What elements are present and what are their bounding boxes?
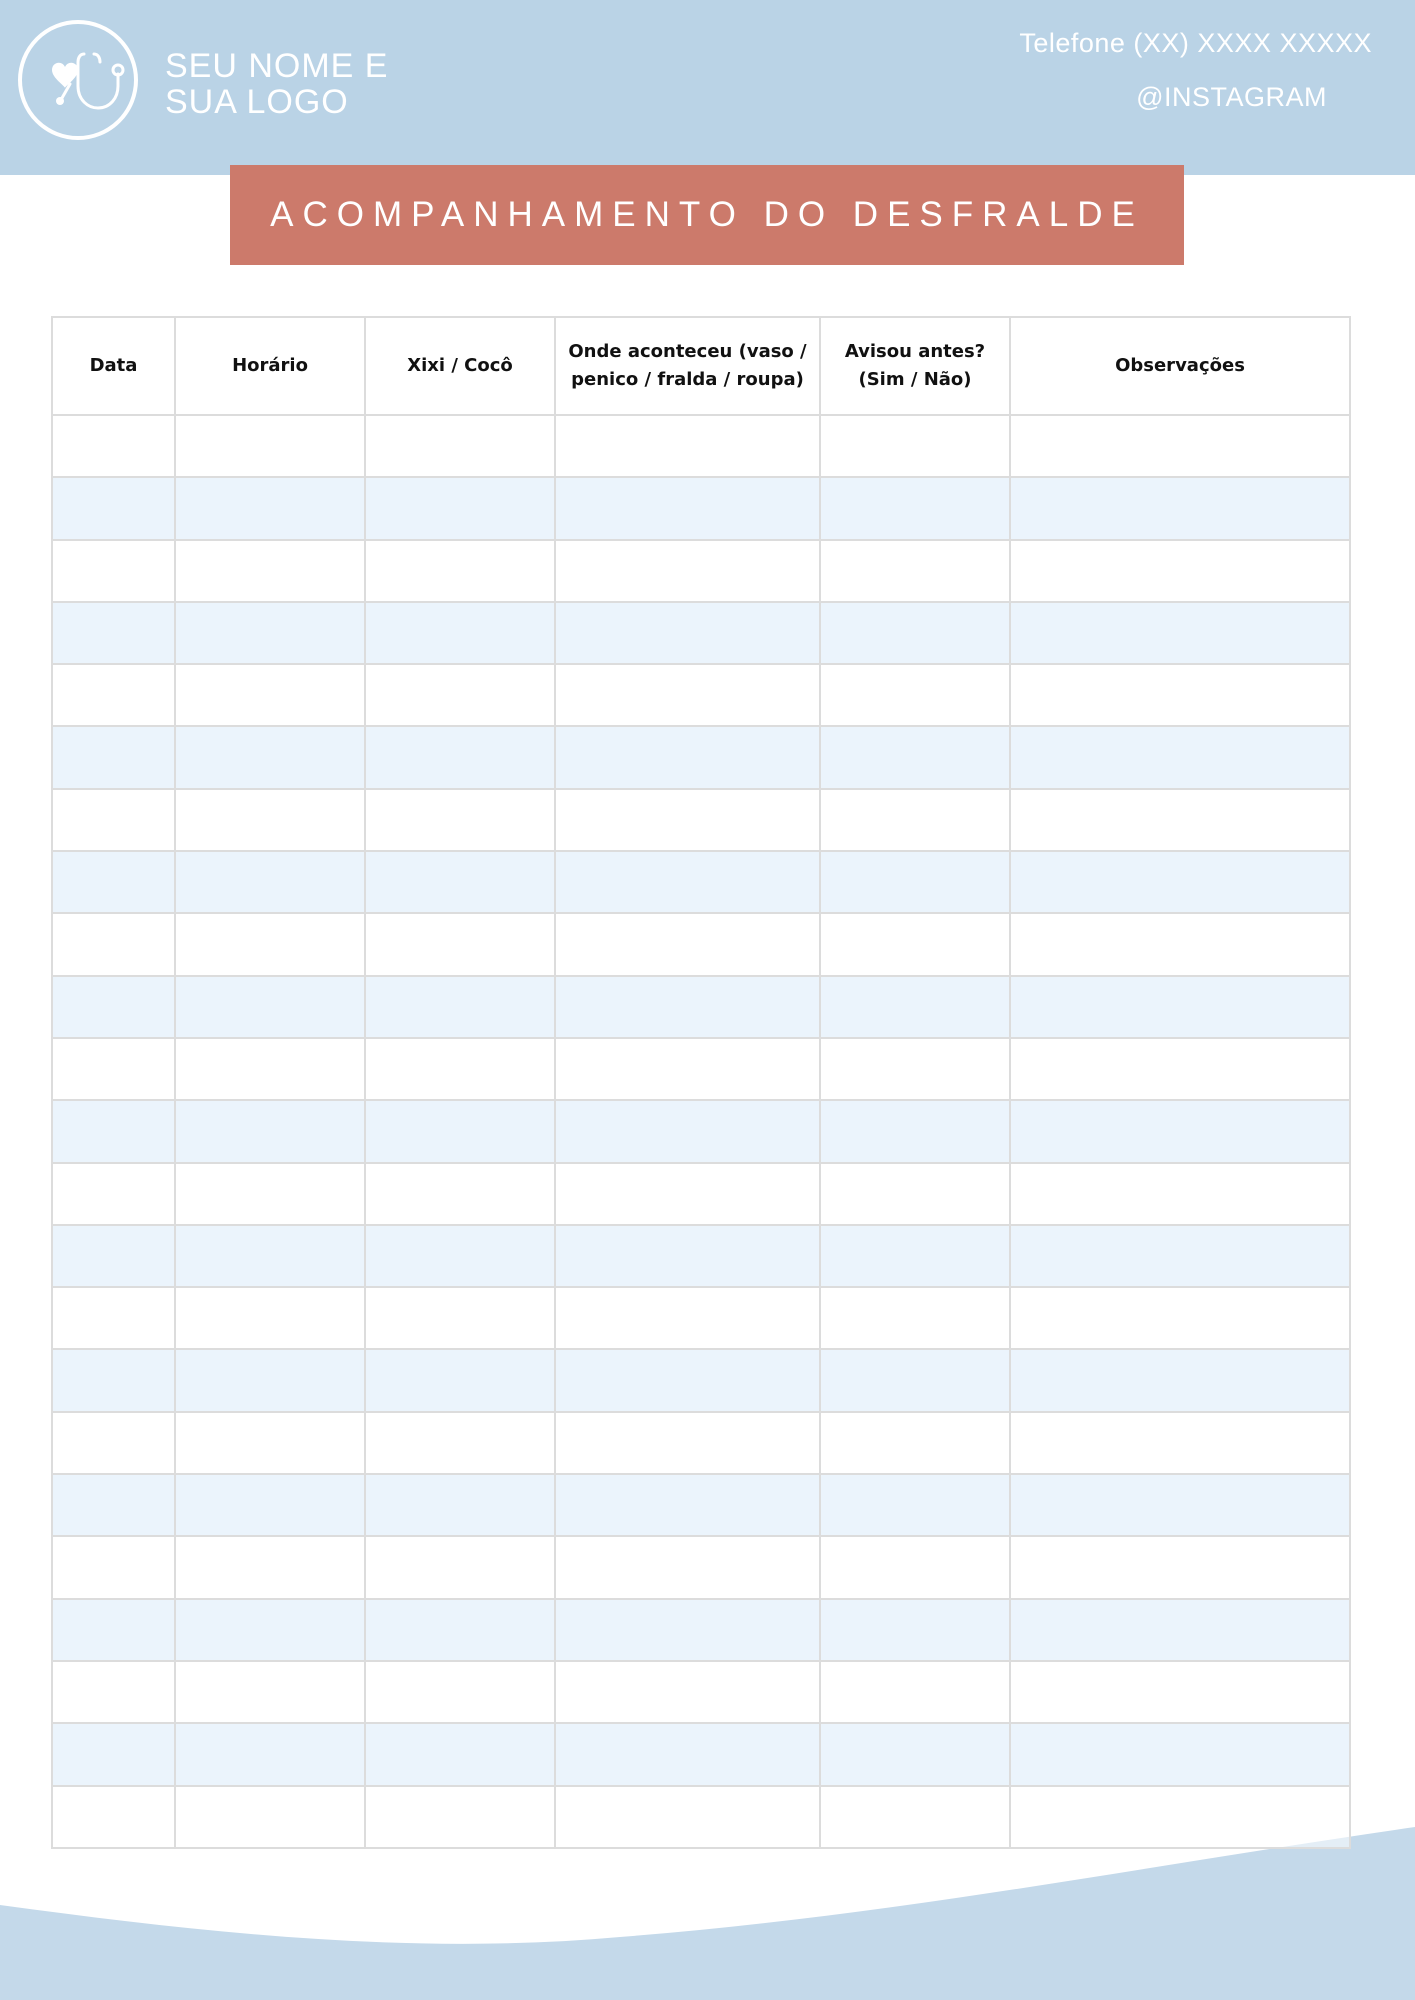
- table-row: [52, 1287, 1350, 1349]
- table-cell[interactable]: [1010, 726, 1350, 788]
- table-cell[interactable]: [365, 602, 555, 664]
- table-cell[interactable]: [52, 1163, 175, 1225]
- table-cell[interactable]: [365, 1038, 555, 1100]
- table-cell[interactable]: [555, 415, 820, 477]
- table-cell[interactable]: [820, 1225, 1010, 1287]
- table-cell[interactable]: [820, 540, 1010, 602]
- table-cell[interactable]: [175, 1100, 365, 1162]
- table-cell[interactable]: [555, 726, 820, 788]
- table-cell[interactable]: [1010, 602, 1350, 664]
- table-cell[interactable]: [175, 1287, 365, 1349]
- table-cell[interactable]: [820, 1412, 1010, 1474]
- table-cell[interactable]: [365, 1287, 555, 1349]
- table-cell[interactable]: [52, 789, 175, 851]
- column-header-location: Onde aconteceu (vaso / penico / fralda / roupa): [555, 317, 820, 415]
- table-row: [52, 1163, 1350, 1225]
- table-cell[interactable]: [1010, 1661, 1350, 1723]
- table-cell[interactable]: [175, 540, 365, 602]
- table-cell[interactable]: [820, 1038, 1010, 1100]
- table-row: [52, 415, 1350, 477]
- phone-number: Telefone (XX) XXXX XXXXX: [1019, 28, 1372, 58]
- instagram-handle: @INSTAGRAM: [1136, 82, 1327, 112]
- table-cell[interactable]: [820, 1786, 1010, 1848]
- table-cell[interactable]: [1010, 1287, 1350, 1349]
- table-cell[interactable]: [365, 1225, 555, 1287]
- column-header-warned: Avisou antes? (Sim / Não): [820, 317, 1010, 415]
- table-cell[interactable]: [555, 1225, 820, 1287]
- brand-line-2: SUA LOGO: [165, 83, 349, 121]
- column-header-date: Data: [52, 317, 175, 415]
- table-cell[interactable]: [52, 851, 175, 913]
- table-cell[interactable]: [365, 540, 555, 602]
- table-cell[interactable]: [820, 1100, 1010, 1162]
- table-cell[interactable]: [365, 1536, 555, 1598]
- table-cell[interactable]: [555, 1163, 820, 1225]
- brand-name: [165, 48, 465, 120]
- title-banner: [230, 165, 1184, 265]
- table-row: [52, 1225, 1350, 1287]
- table-cell[interactable]: [1010, 1412, 1350, 1474]
- table-cell[interactable]: [175, 602, 365, 664]
- table-cell[interactable]: [175, 976, 365, 1038]
- table-cell[interactable]: [365, 1599, 555, 1661]
- table-cell[interactable]: [365, 726, 555, 788]
- table-body: [52, 415, 1350, 1848]
- table-cell[interactable]: [555, 976, 820, 1038]
- table-cell[interactable]: [175, 1723, 365, 1785]
- table-cell[interactable]: [555, 851, 820, 913]
- table-cell[interactable]: [365, 913, 555, 975]
- table-row: [52, 851, 1350, 913]
- table-cell[interactable]: [820, 415, 1010, 477]
- table-cell[interactable]: [365, 1474, 555, 1536]
- table-row: [52, 1412, 1350, 1474]
- table-cell[interactable]: [175, 789, 365, 851]
- table-cell[interactable]: [820, 851, 1010, 913]
- table-cell[interactable]: [365, 415, 555, 477]
- table-row: [52, 1100, 1350, 1162]
- table-cell[interactable]: [1010, 1599, 1350, 1661]
- table-cell[interactable]: [1010, 913, 1350, 975]
- table-cell[interactable]: [1010, 1038, 1350, 1100]
- table-cell[interactable]: [555, 1786, 820, 1848]
- table-cell[interactable]: [820, 664, 1010, 726]
- table-header-row: [52, 317, 1350, 415]
- table-cell[interactable]: [820, 602, 1010, 664]
- table-cell[interactable]: [52, 1723, 175, 1785]
- table-cell[interactable]: [52, 1599, 175, 1661]
- table-cell[interactable]: [555, 1723, 820, 1785]
- table-cell[interactable]: [175, 1163, 365, 1225]
- table-cell[interactable]: [555, 789, 820, 851]
- table-cell[interactable]: [52, 602, 175, 664]
- table-cell[interactable]: [175, 726, 365, 788]
- column-header-type: Xixi / Cocô: [365, 317, 555, 415]
- table-cell[interactable]: [1010, 1349, 1350, 1411]
- table-cell[interactable]: [555, 1349, 820, 1411]
- table-cell[interactable]: [1010, 976, 1350, 1038]
- table-cell[interactable]: [52, 976, 175, 1038]
- table-cell[interactable]: [175, 1038, 365, 1100]
- page-title: ACOMPANHAMENTO DO DESFRALDE: [270, 195, 1144, 234]
- table-cell[interactable]: [1010, 789, 1350, 851]
- table-cell[interactable]: [175, 1225, 365, 1287]
- table-row: [52, 477, 1350, 539]
- table-cell[interactable]: [555, 1661, 820, 1723]
- table-cell[interactable]: [820, 1474, 1010, 1536]
- logo: [18, 20, 138, 140]
- table-cell[interactable]: [365, 1412, 555, 1474]
- table-cell[interactable]: [555, 1412, 820, 1474]
- potty-training-table: [51, 316, 1351, 1849]
- table-cell[interactable]: [52, 1474, 175, 1536]
- table-cell[interactable]: [365, 1349, 555, 1411]
- table-cell[interactable]: [555, 664, 820, 726]
- table-cell[interactable]: [365, 976, 555, 1038]
- table-cell[interactable]: [52, 1536, 175, 1598]
- table-cell[interactable]: [175, 664, 365, 726]
- table-cell[interactable]: [555, 1100, 820, 1162]
- table-cell[interactable]: [52, 1412, 175, 1474]
- table-row: [52, 1599, 1350, 1661]
- table-cell[interactable]: [52, 664, 175, 726]
- brand-line-1: SEU NOME E: [165, 47, 389, 85]
- table-cell[interactable]: [175, 1474, 365, 1536]
- table-cell[interactable]: [365, 1723, 555, 1785]
- stethoscope-heart-icon: [22, 24, 134, 136]
- table-cell[interactable]: [365, 1786, 555, 1848]
- table-cell[interactable]: [175, 1599, 365, 1661]
- table-cell[interactable]: [52, 415, 175, 477]
- table-cell[interactable]: [820, 1349, 1010, 1411]
- table-cell[interactable]: [1010, 540, 1350, 602]
- table-cell[interactable]: [820, 789, 1010, 851]
- table-cell[interactable]: [52, 1661, 175, 1723]
- table-cell[interactable]: [820, 1536, 1010, 1598]
- table-row: [52, 913, 1350, 975]
- table-row: [52, 664, 1350, 726]
- column-header-notes: Observações: [1010, 317, 1350, 415]
- table-cell[interactable]: [555, 477, 820, 539]
- table-cell[interactable]: [365, 664, 555, 726]
- table-cell[interactable]: [52, 726, 175, 788]
- table-cell[interactable]: [365, 1100, 555, 1162]
- table-cell[interactable]: [555, 1038, 820, 1100]
- table-cell[interactable]: [820, 1599, 1010, 1661]
- table-cell[interactable]: [820, 913, 1010, 975]
- header-band: [0, 0, 1415, 175]
- table-cell[interactable]: [175, 1661, 365, 1723]
- table-cell[interactable]: [555, 1474, 820, 1536]
- table-cell[interactable]: [365, 851, 555, 913]
- table-cell[interactable]: [52, 1038, 175, 1100]
- table-cell[interactable]: [1010, 664, 1350, 726]
- table-cell[interactable]: [52, 1287, 175, 1349]
- table-cell[interactable]: [52, 477, 175, 539]
- table-cell[interactable]: [175, 913, 365, 975]
- table-cell[interactable]: [175, 1536, 365, 1598]
- table-row: [52, 1723, 1350, 1785]
- table-cell[interactable]: [1010, 1723, 1350, 1785]
- table-cell[interactable]: [365, 1163, 555, 1225]
- table-row: [52, 726, 1350, 788]
- table-cell[interactable]: [175, 1786, 365, 1848]
- table-cell[interactable]: [555, 913, 820, 975]
- table-cell[interactable]: [820, 1163, 1010, 1225]
- table-row: [52, 976, 1350, 1038]
- table-row: [52, 1038, 1350, 1100]
- table-cell[interactable]: [1010, 851, 1350, 913]
- table-cell[interactable]: [555, 1599, 820, 1661]
- table-cell[interactable]: [175, 477, 365, 539]
- table-cell[interactable]: [555, 540, 820, 602]
- table-cell[interactable]: [1010, 1474, 1350, 1536]
- table-cell[interactable]: [1010, 1100, 1350, 1162]
- table-cell[interactable]: [175, 851, 365, 913]
- table-cell[interactable]: [555, 1536, 820, 1598]
- table-cell[interactable]: [1010, 1225, 1350, 1287]
- table-row: [52, 1786, 1350, 1848]
- table-cell[interactable]: [52, 540, 175, 602]
- table-cell[interactable]: [365, 789, 555, 851]
- table-cell[interactable]: [175, 1349, 365, 1411]
- table-cell[interactable]: [820, 1661, 1010, 1723]
- table-cell[interactable]: [52, 1225, 175, 1287]
- table-cell[interactable]: [820, 726, 1010, 788]
- table-cell[interactable]: [175, 415, 365, 477]
- table-cell[interactable]: [555, 1287, 820, 1349]
- table-row: [52, 1536, 1350, 1598]
- table-cell[interactable]: [365, 477, 555, 539]
- table-row: [52, 1474, 1350, 1536]
- table-cell[interactable]: [175, 1412, 365, 1474]
- table-cell[interactable]: [820, 477, 1010, 539]
- table-cell[interactable]: [52, 1100, 175, 1162]
- table-cell[interactable]: [820, 976, 1010, 1038]
- table-cell[interactable]: [555, 602, 820, 664]
- table-cell[interactable]: [1010, 1536, 1350, 1598]
- table-cell[interactable]: [365, 1661, 555, 1723]
- table-row: [52, 540, 1350, 602]
- table-cell[interactable]: [52, 1786, 175, 1848]
- table-row: [52, 1349, 1350, 1411]
- table-row: [52, 602, 1350, 664]
- table-cell[interactable]: [1010, 477, 1350, 539]
- table-cell[interactable]: [52, 1349, 175, 1411]
- table-cell[interactable]: [1010, 1163, 1350, 1225]
- table-cell[interactable]: [1010, 1786, 1350, 1848]
- table-row: [52, 1661, 1350, 1723]
- table-cell[interactable]: [820, 1723, 1010, 1785]
- table-cell[interactable]: [820, 1287, 1010, 1349]
- table-cell[interactable]: [1010, 415, 1350, 477]
- column-header-time: Horário: [175, 317, 365, 415]
- table-cell[interactable]: [52, 913, 175, 975]
- table-row: [52, 789, 1350, 851]
